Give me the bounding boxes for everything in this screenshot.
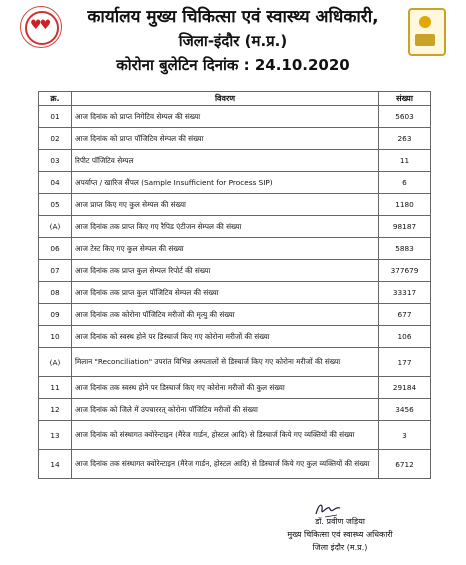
table-row	[39, 172, 431, 194]
table-row	[39, 238, 431, 260]
column-header-description: विवरण	[72, 92, 379, 106]
bulletin-title: कोरोना बुलेटिन दिनांक : 24.10.2020	[116, 56, 350, 74]
signatory-location: जिला इंदौर (म.प्र.)	[312, 543, 368, 552]
row-value: 677	[379, 304, 431, 326]
table-header-row	[39, 92, 431, 106]
row-description: आज टेस्ट किए गए कुल सेम्पल की संख्या	[72, 238, 379, 260]
table-row	[39, 260, 431, 282]
row-description: आज दिनांक को संस्थागत क्वोरेन्टाइन (मैरेज गार्डन, होस्टल आदि) से डिस्चार्ज किये गए व्यक्तियों की संख्या	[72, 421, 379, 450]
table-row	[39, 348, 431, 377]
column-header-count: संख्या	[379, 92, 431, 106]
table-row	[39, 106, 431, 128]
row-description: रिपीट पॉजिटिव सेम्पल	[72, 150, 379, 172]
row-sno: 04	[39, 172, 72, 194]
row-description: आज दिनांक को जिले में उपचाररत् कोरोना पॉजिटिव मरीजों की संख्या	[72, 399, 379, 421]
row-sno: 02	[39, 128, 72, 150]
row-value: 29184	[379, 377, 431, 399]
row-description: आज दिनांक तक प्राप्त कुल पॉजिटिव सेम्पल की संख्या	[72, 282, 379, 304]
row-value: 1180	[379, 194, 431, 216]
table-row	[39, 304, 431, 326]
row-value: 3456	[379, 399, 431, 421]
table-row	[39, 377, 431, 399]
row-description: आज दिनांक तक प्राप्त किए गए रैपिड एंटीजन सेम्पल की संख्या	[72, 216, 379, 238]
row-value: 5603	[379, 106, 431, 128]
row-value: 377679	[379, 260, 431, 282]
row-value: 3	[379, 421, 431, 450]
row-value: 6	[379, 172, 431, 194]
row-description: आज प्राप्त किए गए कुल सेम्पल की संख्या	[72, 194, 379, 216]
row-description: अपर्याप्त / खारिज सैंपल (Sample Insufficient for Process SIP)	[72, 172, 379, 194]
signatory-name: डॉ. प्रवीण जड़िया	[315, 517, 365, 526]
signatory-block	[255, 515, 425, 554]
row-sno: 07	[39, 260, 72, 282]
row-description: मिलान "Reconciliation" उपरांत विभिन्न अस्पतालों से डिस्चार्ज किए गए कोरोना मरीजों की संख्या	[72, 348, 379, 377]
row-sno: 01	[39, 106, 72, 128]
row-sno: 13	[39, 421, 72, 450]
row-sno: 14	[39, 450, 72, 479]
row-description: आज दिनांक तक कोरोना पॉजिटिव मरीजों की मृत्यु की संख्या	[72, 304, 379, 326]
office-title: कार्यालय मुख्य चिकित्सा एवं स्वास्थ्य अधिकारी,	[87, 7, 379, 27]
row-value: 33317	[379, 282, 431, 304]
table-row	[39, 282, 431, 304]
table-row	[39, 128, 431, 150]
column-header-sno: क्र.	[39, 92, 72, 106]
table-row	[39, 326, 431, 348]
row-description: आज दिनांक को स्वस्थ होने पर डिस्चार्ज किए गए कोरोना मरीजों की संख्या	[72, 326, 379, 348]
row-sno: 06	[39, 238, 72, 260]
row-description: आज दिनांक को प्राप्त निगेटिव सेम्पल की संख्या	[72, 106, 379, 128]
table-row	[39, 450, 431, 479]
national-health-mission-logo-icon: ♥♥	[20, 6, 62, 48]
row-value: 5883	[379, 238, 431, 260]
row-description: आज दिनांक तक संस्थागत क्वोरेन्टाइन (मैरेज गार्डन, होस्टल आदि) से डिस्चार्ज किये गए कुल व्यक्तियों की संख्या	[72, 450, 379, 479]
row-sno: 10	[39, 326, 72, 348]
row-sno: 11	[39, 377, 72, 399]
row-value: 6712	[379, 450, 431, 479]
table-row	[39, 216, 431, 238]
row-sno: 05	[39, 194, 72, 216]
row-value: 11	[379, 150, 431, 172]
row-sno: (A)	[39, 348, 72, 377]
table-row	[39, 421, 431, 450]
row-description: आज दिनांक तक स्वस्थ होने पर डिस्चार्ज किए गए कोरोना मरीजों की कुल संख्या	[72, 377, 379, 399]
bulletin-table	[38, 91, 431, 479]
row-description: आज दिनांक को प्राप्त पॉजिटिव सेम्पल की संख्या	[72, 128, 379, 150]
district-title: जिला-इंदौर (म.प्र.)	[178, 32, 288, 50]
signatory-designation: मुख्य चिकित्सा एवं स्वास्थ्य अधिकारी	[287, 530, 393, 539]
row-value: 106	[379, 326, 431, 348]
row-value: 263	[379, 128, 431, 150]
row-sno: 08	[39, 282, 72, 304]
row-description: आज दिनांक तक प्राप्त कुल सेम्पल रिपोर्ट की संख्या	[72, 260, 379, 282]
row-value: 177	[379, 348, 431, 377]
row-sno: 09	[39, 304, 72, 326]
row-sno: 12	[39, 399, 72, 421]
row-sno: (A)	[39, 216, 72, 238]
document-header	[0, 6, 466, 76]
table-row	[39, 399, 431, 421]
row-sno: 03	[39, 150, 72, 172]
table-row	[39, 150, 431, 172]
row-value: 98187	[379, 216, 431, 238]
table-row	[39, 194, 431, 216]
